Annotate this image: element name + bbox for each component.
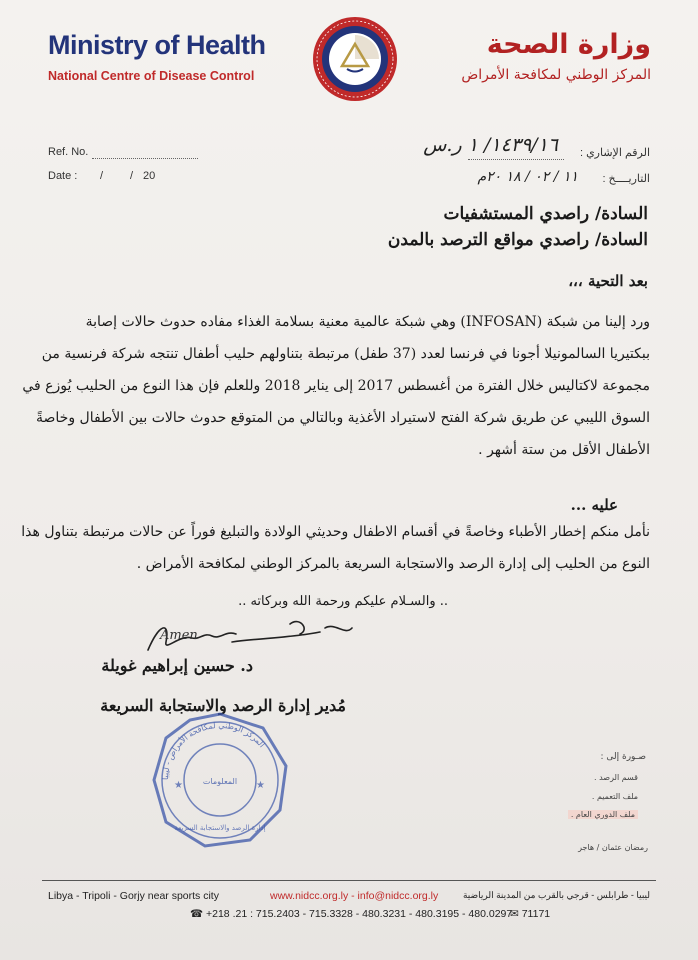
footer-address-ar: ليبيا - طرابلس - قرجي بالقرب من المدينة الرياضية [462, 890, 650, 900]
date-slash-1: / [100, 170, 104, 182]
ar-date-label: التاريــــخ : [602, 173, 650, 185]
footer-phone-numbers: +218 .21 : 715.2403 - 715.3328 - 480.3231 - 480.3195 - 480.0297 [206, 908, 513, 920]
paragraph1-line: الأطفال الأقل من ستة أشهر . [478, 442, 650, 458]
stamp-center-text: المعلومات [202, 777, 238, 786]
ar-date-value: ١١ / ٠٢ / ١٨ ٢٠م [477, 169, 578, 185]
ar-ref-label: الرقم الإشاري : [579, 147, 650, 159]
ncdc-logo-icon [310, 14, 400, 104]
greeting: بعد التحية ،،، [568, 272, 648, 290]
footer-contact [270, 890, 438, 902]
stamp-star-left-icon: ★ [174, 780, 183, 791]
footer-pobox [510, 908, 550, 920]
signature-text: Amen [160, 628, 198, 643]
stamp-star-right-icon: ★ [256, 780, 265, 791]
date-label: Date : [48, 170, 78, 182]
ar-ref-value: ١٤٣٩/١٦/ ١ ر.س [423, 134, 558, 156]
footer-address-en: Libya - Tripoli - Gorjy near sports city [48, 890, 219, 902]
mailbox-icon: ✉ [510, 908, 522, 920]
copies-item: ملف التعميم . [591, 792, 638, 801]
addressee-hospitals: السادة/ راصدي المستشفيات [443, 204, 648, 224]
footer-pobox-number: 71171 [521, 908, 551, 920]
ncdc-subtitle-ar: المركز الوطني لمكافحة الأمراض [461, 67, 651, 83]
paragraph1-line: مجموعة لاكتاليس خلال الفترة من أغسطس 2017 إلى يناير 2018 وللعلم فإن هذا النوع من الحليب يُوزع في [22, 378, 650, 394]
paragraph2-line: النوع من الحليب إلى إدارة الرصد والاستجابة السريعة بالمركز الوطني لمكافحة الأمراض . [136, 556, 650, 572]
signatory-name: د. حسين إبراهيم غويلة [101, 656, 253, 675]
ref-line [92, 157, 198, 159]
official-stamp-icon [150, 710, 290, 850]
footer-email[interactable]: info@nidcc.org.ly [357, 890, 439, 902]
ar-ref-line [468, 158, 564, 160]
footer-divider [42, 880, 656, 881]
date-year: 20 [143, 170, 156, 182]
copies-item: قسم الرصد . [594, 773, 638, 782]
copies-item: ملف الدوري العام . [568, 810, 638, 819]
paragraph1-line: السوق الليبي عن طريق شركة الفتح لاستيراد الأغذية وبالتالي من المتوقع حدوث حالات بين الأطفال وخاصةً [36, 410, 650, 426]
addressee-city-sites: السادة/ راصدي مواقع الترصد بالمدن [387, 230, 648, 250]
phone-icon: ☎ [190, 908, 206, 920]
footer-separator: - [348, 890, 358, 902]
date-slash-2: / [130, 170, 134, 182]
ref-label: Ref. No. [48, 146, 89, 158]
copies-heading: صـورة إلى : [600, 752, 646, 762]
therefore-heading: عليه ... [570, 496, 618, 514]
stamp-outer-text: المركز الوطني لمكافحة الأمراض - ليبيا [160, 720, 267, 781]
copies-footer-note: رمضان عثمان / هاجر [578, 843, 648, 852]
ministry-title-en: Ministry of Health [48, 30, 266, 60]
footer-phones [190, 908, 512, 920]
paragraph1-line: ورد إلينا من شبكة (INFOSAN) وهي شبكة عالمية معنية بسلامة الغذاء مفاده حدوث حالات إصابة [85, 314, 650, 330]
footer-website[interactable]: www.nidcc.org.ly [270, 890, 349, 902]
stamp-inner-text: إدارة الرصد والاستجابة السريعة [174, 824, 266, 832]
paragraph2-line: نأمل منكم إخطار الأطباء وخاصةً في أقسام الاطفال وحديثي الولادة والتبليغ فوراً عن حالات مرتبطة بتناول هذا [21, 524, 650, 540]
ncdc-subtitle-en: National Centre of Disease Control [48, 69, 255, 83]
ministry-title-ar: وزارة الصحة [486, 29, 651, 60]
closing-salutation: .. والسـلام عليكم ورحمة الله وبركاته .. [238, 594, 448, 609]
paragraph1-line: ببكتيريا السالمونيلا أجونا في فرنسا لعدد (37 طفل) مرتبطة بتناولهم حليب أطفال تنتجه شركة فرنسية من [41, 346, 650, 362]
signatory-title: مُدير إدارة الرصد والاستجابة السريعة [100, 696, 346, 715]
